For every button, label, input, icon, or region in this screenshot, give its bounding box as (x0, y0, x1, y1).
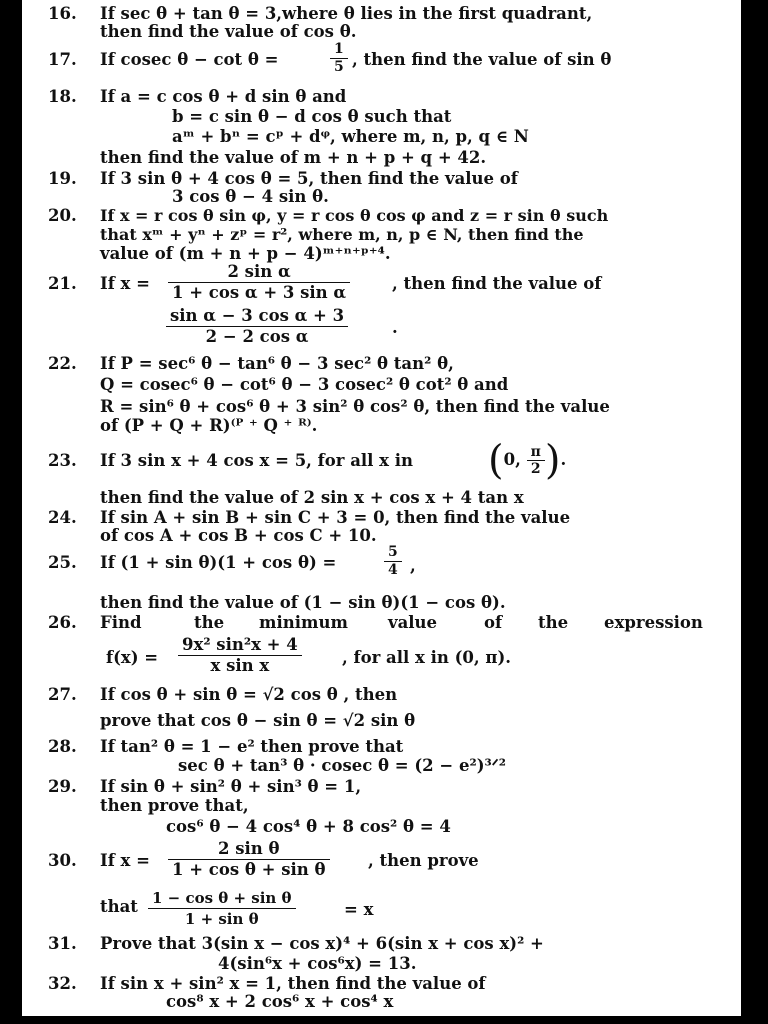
problem-26-word-7: expression (604, 613, 703, 632)
right-border (741, 0, 768, 1024)
bottom-border (0, 1016, 768, 1024)
problem-20-line-1: If x = r cos θ sin φ, y = r cos θ cos φ and z = r sin θ such (100, 206, 609, 225)
problem-21-numerator-1: 2 sin α (168, 262, 350, 283)
problem-26-fraction (178, 635, 302, 676)
problem-26-word-2: the (194, 613, 225, 632)
problem-24-number: 24. (48, 508, 77, 527)
problem-18-line-1: If a = c cos θ + d sin θ and (100, 87, 347, 106)
problem-17-number: 17. (48, 50, 77, 69)
problem-21-fraction-1 (168, 262, 350, 303)
problem-29-number: 29. (48, 777, 77, 796)
problem-21-numerator-2: sin α − 3 cos α + 3 (166, 306, 348, 327)
problem-30-that: that (100, 897, 138, 916)
problem-17-numerator: 1 (330, 41, 348, 59)
problem-31-line-2: 4(sin⁶x + cos⁶x) = 13. (218, 954, 417, 973)
problem-23-text-before: If 3 sin x + 4 cos x = 5, for all x in (100, 451, 414, 470)
problem-26-text-after: , for all x in (0, π). (342, 648, 511, 667)
left-border (0, 0, 22, 1024)
problem-26-numerator: 9x² sin²x + 4 (178, 635, 302, 656)
problem-25-denominator: 4 (388, 562, 398, 578)
problem-18-line-3: aᵐ + bⁿ = cᵖ + dᵠ, where m, n, p, q ∈ N (172, 127, 529, 146)
problem-30-fraction-2 (148, 888, 296, 929)
problem-30-text-before: If x = (100, 851, 150, 870)
problem-25-numerator: 5 (384, 544, 402, 562)
problem-31-number: 31. (48, 934, 77, 953)
problem-22-line-3: R = sin⁶ θ + cos⁶ θ + 3 sin² θ cos² θ, then find the value (100, 397, 610, 416)
problem-32-line-1: If sin x + sin² x = 1, then find the value of (100, 974, 486, 993)
problem-23-zero: 0, (503, 450, 521, 469)
problem-21-denominator-2: 2 − 2 cos α (205, 327, 309, 346)
problem-26-denominator: x sin x (210, 656, 270, 675)
problem-28-line-2: sec θ + tan³ θ · cosec θ = (2 − e²)³ᐟ² (178, 756, 506, 775)
problem-25-line-2: then find the value of (1 − sin θ)(1 − cos θ). (100, 593, 506, 612)
problem-23-numerator: π (527, 444, 545, 461)
problem-30-result: = x (344, 900, 374, 919)
problem-30-number: 30. (48, 851, 77, 870)
problem-20-number: 20. (48, 206, 77, 225)
problem-18-line-2: b = c sin θ − d cos θ such that (172, 107, 452, 126)
problem-29-line-1: If sin θ + sin² θ + sin³ θ = 1, (100, 777, 362, 796)
problem-17-text-after: , then find the value of sin θ (352, 50, 612, 69)
problem-22-line-4: of (P + Q + R)⁽ᴾ ⁺ Q ⁺ ᴿ⁾. (100, 416, 318, 435)
problem-26-word-3: minimum (259, 613, 348, 632)
problem-23-line-2: then find the value of 2 sin x + cos x + 4 tan x (100, 488, 524, 507)
problem-22-number: 22. (48, 354, 77, 373)
problem-21-text-before: If x = (100, 274, 150, 293)
problem-24-line-1: If sin A + sin B + sin C + 3 = 0, then find the value (100, 508, 571, 527)
problem-26-word-5: of (484, 613, 503, 632)
problem-19-line-2: 3 cos θ − 4 sin θ. (172, 187, 329, 206)
problem-22-line-2: Q = cosec⁶ θ − cot⁶ θ − 3 cosec² θ cot² θ and (100, 375, 509, 394)
problem-30-denominator-2: 1 + sin θ (184, 910, 259, 928)
problem-26-word-4: value (388, 613, 438, 632)
problem-20-line-3: value of (m + n + p − 4)ᵐ⁺ⁿ⁺ᵖ⁺⁴. (100, 244, 391, 263)
problem-27-number: 27. (48, 685, 77, 704)
problem-16-line-2: then find the value of cos θ. (100, 22, 357, 41)
problem-17-denominator: 5 (334, 59, 344, 75)
problem-23-open-paren: ( (488, 437, 504, 484)
problem-21-denominator-1: 1 + cos α + 3 sin α (172, 283, 347, 302)
problem-31-line-1: Prove that 3(sin x − cos x)⁴ + 6(sin x + cos x)² + (100, 934, 544, 953)
problem-29-line-2: then prove that, (100, 796, 249, 815)
problem-21-number: 21. (48, 274, 77, 293)
problem-19-number: 19. (48, 169, 77, 188)
problem-26-function: f(x) = (106, 648, 159, 667)
problem-30-fraction-1 (168, 839, 330, 880)
problem-30-numerator-1: 2 sin θ (168, 839, 330, 860)
problem-17-text-before: If cosec θ − cot θ = (100, 50, 279, 69)
problem-22-line-1: If P = sec⁶ θ − tan⁶ θ − 3 sec² θ tan² θ, (100, 354, 454, 373)
problem-32-line-2: cos⁸ x + 2 cos⁶ x + cos⁴ x (166, 992, 394, 1011)
problem-23-number: 23. (48, 451, 77, 470)
problem-20-line-2: that xᵐ + yⁿ + zᵖ = r², where m, n, p ∈ N, then find the (100, 225, 584, 244)
problem-16-number: 16. (48, 4, 77, 23)
problem-28-line-1: If tan² θ = 1 − e² then prove that (100, 737, 404, 756)
problem-24-line-2: of cos A + cos B + cos C + 10. (100, 526, 377, 545)
problem-23-interval (488, 437, 567, 484)
problem-27-line-2: prove that cos θ − sin θ = √2 sin θ (100, 711, 416, 730)
problem-26-word-1: Find (100, 613, 142, 632)
problem-27-line-1: If cos θ + sin θ = √2 cos θ , then (100, 685, 398, 704)
problem-30-denominator-1: 1 + cos θ + sin θ (172, 860, 326, 879)
problem-25-fraction (384, 544, 402, 579)
problem-30-numerator-2: 1 − cos θ + sin θ (148, 888, 296, 909)
problem-23-close-paren: ) (544, 437, 561, 484)
problem-23-denominator: 2 (530, 461, 541, 477)
problem-23-period: . (560, 450, 567, 469)
problem-19-line-1: If 3 sin θ + 4 cos θ = 5, then find the value of (100, 169, 518, 188)
problem-29-line-3: cos⁶ θ − 4 cos⁴ θ + 8 cos² θ = 4 (166, 817, 451, 836)
problem-17-fraction (330, 41, 348, 76)
problem-18-number: 18. (48, 87, 77, 106)
problem-21-period: . (392, 318, 398, 337)
problem-25-comma: , (410, 556, 416, 575)
problem-21-text-after: , then find the value of (392, 274, 602, 293)
problem-21-fraction-2 (166, 306, 348, 347)
problem-25-text-before: If (1 + sin θ)(1 + cos θ) = (100, 553, 337, 572)
problem-26-word-6: the (538, 613, 569, 632)
problem-28-number: 28. (48, 737, 77, 756)
problem-25-number: 25. (48, 553, 77, 572)
problem-32-number: 32. (48, 974, 77, 993)
problem-16-line-1: If sec θ + tan θ = 3,where θ lies in the first quadrant, (100, 4, 593, 23)
problem-30-text-after: , then prove (368, 851, 479, 870)
problem-26-number: 26. (48, 613, 77, 632)
problem-18-line-4: then find the value of m + n + p + q + 42. (100, 148, 487, 167)
